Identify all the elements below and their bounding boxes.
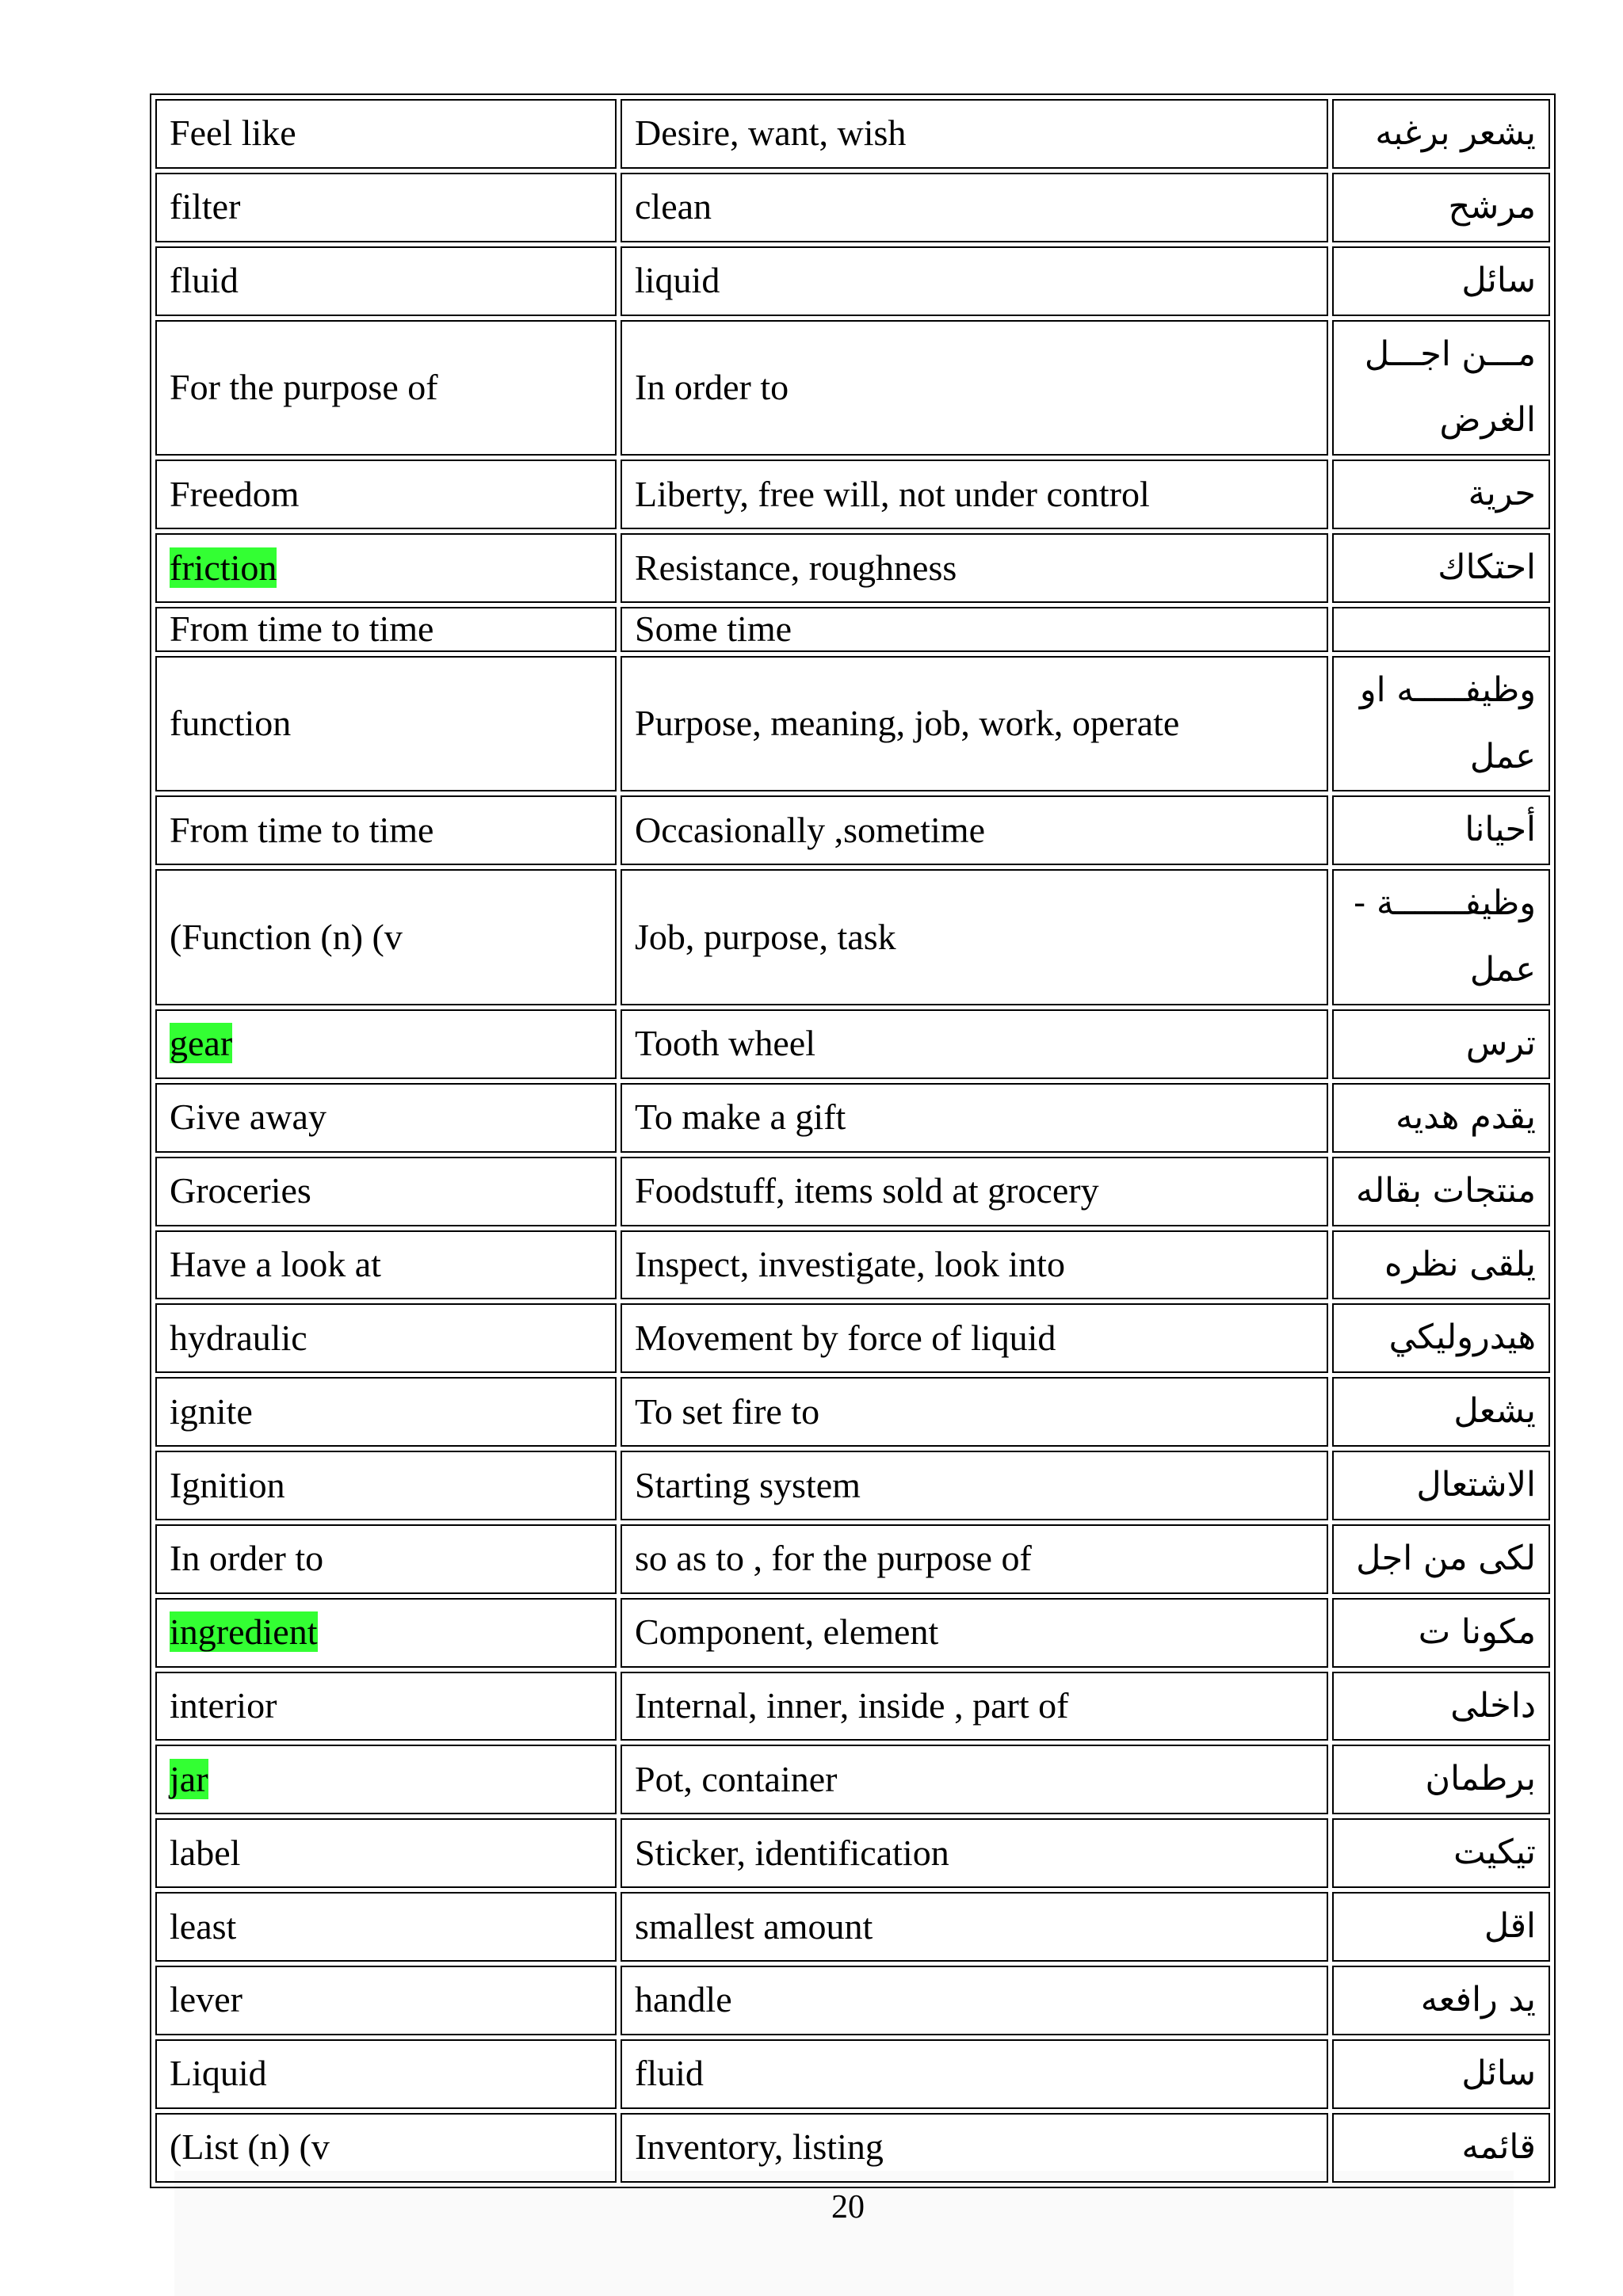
meaning-cell: Some time [621, 607, 1328, 652]
term-text: Ignition [170, 1464, 285, 1505]
term-text: (Function (n) (v [170, 916, 403, 957]
arabic-translation-cell: سائل [1332, 2039, 1550, 2109]
term-cell [155, 1818, 617, 1888]
arabic-translation-cell: وظيفـــــــة - عمل [1332, 869, 1550, 1005]
term-cell [155, 1892, 617, 1962]
meaning-cell: Liberty, free will, not under control [621, 460, 1328, 529]
term-text: Groceries [170, 1170, 311, 1211]
term-cell [155, 1598, 617, 1668]
term-text: For the purpose of [170, 366, 438, 407]
term-cell [155, 869, 617, 1005]
table-row [155, 1672, 1550, 1741]
meaning-cell: Tooth wheel [621, 1009, 1328, 1079]
meaning-cell: Inspect, investigate, look into [621, 1230, 1328, 1300]
vocabulary-table [150, 93, 1556, 2188]
term-cell [155, 99, 617, 169]
table-row [155, 656, 1550, 792]
term-text: fluid [170, 260, 239, 301]
term-cell [155, 2113, 617, 2183]
term-text: interior [170, 1685, 277, 1726]
term-cell [155, 1157, 617, 1226]
meaning-cell: so as to , for the purpose of [621, 1524, 1328, 1594]
meaning-cell: liquid [621, 246, 1328, 316]
term-cell [155, 2039, 617, 2109]
meaning-cell: Sticker, identification [621, 1818, 1328, 1888]
term-text: function [170, 703, 292, 744]
arabic-translation-cell: مـــن اجـــل الغرض [1332, 320, 1550, 456]
highlighted-term: gear [170, 1023, 233, 1064]
term-cell [155, 533, 617, 603]
arabic-translation-cell [1332, 607, 1550, 652]
term-text: lever [170, 1979, 242, 2020]
term-text: Feel like [170, 113, 296, 154]
meaning-cell: Internal, inner, inside , part of [621, 1672, 1328, 1741]
meaning-cell: Desire, want, wish [621, 99, 1328, 169]
term-text: hydraulic [170, 1317, 307, 1358]
arabic-translation-cell: سائل [1332, 246, 1550, 316]
vocabulary-table-body [155, 99, 1550, 2183]
term-cell [155, 1451, 617, 1520]
term-cell [155, 1303, 617, 1373]
term-cell [155, 1377, 617, 1447]
term-text: In order to [170, 1538, 324, 1579]
table-row [155, 1303, 1550, 1373]
table-row [155, 1598, 1550, 1668]
meaning-cell: In order to [621, 320, 1328, 456]
arabic-translation-cell: يشعل [1332, 1377, 1550, 1447]
term-text: least [170, 1905, 237, 1947]
table-row [155, 607, 1550, 652]
term-cell [155, 1672, 617, 1741]
page-number: 20 [831, 2189, 865, 2225]
table-row [155, 795, 1550, 865]
term-cell [155, 795, 617, 865]
arabic-translation-cell: احتكاك [1332, 533, 1550, 603]
table-row [155, 1892, 1550, 1962]
arabic-translation-cell: قائمه [1332, 2113, 1550, 2183]
meaning-cell: To set fire to [621, 1377, 1328, 1447]
highlighted-term: friction [170, 547, 277, 588]
term-text: Have a look at [170, 1244, 381, 1285]
table-row [155, 1966, 1550, 2035]
table-row [155, 173, 1550, 242]
arabic-translation-cell: اقل [1332, 1892, 1550, 1962]
meaning-cell: fluid [621, 2039, 1328, 2109]
meaning-cell: To make a gift [621, 1083, 1328, 1153]
table-row [155, 1451, 1550, 1520]
table-row [155, 1157, 1550, 1226]
table-row [155, 1083, 1550, 1153]
arabic-translation-cell: أحيانا [1332, 795, 1550, 865]
term-cell [155, 320, 617, 456]
arabic-translation-cell: حرية [1332, 460, 1550, 529]
table-row [155, 2113, 1550, 2183]
meaning-cell: handle [621, 1966, 1328, 2035]
table-row [155, 1230, 1550, 1300]
meaning-cell: Foodstuff, items sold at grocery [621, 1157, 1328, 1226]
term-cell [155, 1009, 617, 1079]
meaning-cell: Movement by force of liquid [621, 1303, 1328, 1373]
term-text: From time to time [170, 809, 434, 850]
arabic-translation-cell: يد رافعه [1332, 1966, 1550, 2035]
arabic-translation-cell: مرشح [1332, 173, 1550, 242]
term-cell [155, 246, 617, 316]
term-cell [155, 460, 617, 529]
term-cell [155, 656, 617, 792]
term-text: Liquid [170, 2053, 267, 2094]
term-cell [155, 1745, 617, 1814]
table-row [155, 1377, 1550, 1447]
arabic-translation-cell: وظيفـــــه او عمل [1332, 656, 1550, 792]
meaning-cell: Occasionally ,sometime [621, 795, 1328, 865]
term-text: (List (n) (v [170, 2126, 330, 2168]
meaning-cell: Pot, container [621, 1745, 1328, 1814]
arabic-translation-cell: منتجات بقاله [1332, 1157, 1550, 1226]
arabic-translation-cell: يقدم هديه [1332, 1083, 1550, 1153]
highlighted-term: ingredient [170, 1611, 318, 1653]
table-row [155, 1745, 1550, 1814]
term-cell [155, 173, 617, 242]
table-row [155, 320, 1550, 456]
term-cell [155, 1083, 617, 1153]
meaning-cell: smallest amount [621, 1892, 1328, 1962]
table-row [155, 1009, 1550, 1079]
meaning-cell: Component, element [621, 1598, 1328, 1668]
arabic-translation-cell: داخلى [1332, 1672, 1550, 1741]
term-text: From time to time [170, 608, 434, 649]
table-row [155, 869, 1550, 1005]
table-row [155, 533, 1550, 603]
meaning-cell: Resistance, roughness [621, 533, 1328, 603]
table-row [155, 246, 1550, 316]
arabic-translation-cell: الاشتعال [1332, 1451, 1550, 1520]
term-cell [155, 607, 617, 652]
arabic-translation-cell: يلقى نظره [1332, 1230, 1550, 1300]
meaning-cell: Inventory, listing [621, 2113, 1328, 2183]
table-row [155, 2039, 1550, 2109]
meaning-cell: clean [621, 173, 1328, 242]
term-cell [155, 1230, 617, 1300]
arabic-translation-cell: يشعر برغبه [1332, 99, 1550, 169]
table-row [155, 1524, 1550, 1594]
meaning-cell: Starting system [621, 1451, 1328, 1520]
term-text: Give away [170, 1097, 327, 1138]
arabic-translation-cell: تيكيت [1332, 1818, 1550, 1888]
highlighted-term: jar [170, 1758, 208, 1799]
arabic-translation-cell: لكى من اجل [1332, 1524, 1550, 1594]
table-row [155, 99, 1550, 169]
term-text: filter [170, 186, 241, 227]
meaning-cell: Job, purpose, task [621, 869, 1328, 1005]
term-text: label [170, 1832, 241, 1873]
arabic-translation-cell: برطمان [1332, 1745, 1550, 1814]
term-text: Freedom [170, 473, 300, 514]
meaning-cell: Purpose, meaning, job, work, operate [621, 656, 1328, 792]
table-row [155, 460, 1550, 529]
arabic-translation-cell: مكونا ت [1332, 1598, 1550, 1668]
term-cell [155, 1966, 617, 2035]
table-row [155, 1818, 1550, 1888]
arabic-translation-cell: هيدروليكي [1332, 1303, 1550, 1373]
term-text: ignite [170, 1390, 253, 1432]
term-cell [155, 1524, 617, 1594]
arabic-translation-cell: ترس [1332, 1009, 1550, 1079]
